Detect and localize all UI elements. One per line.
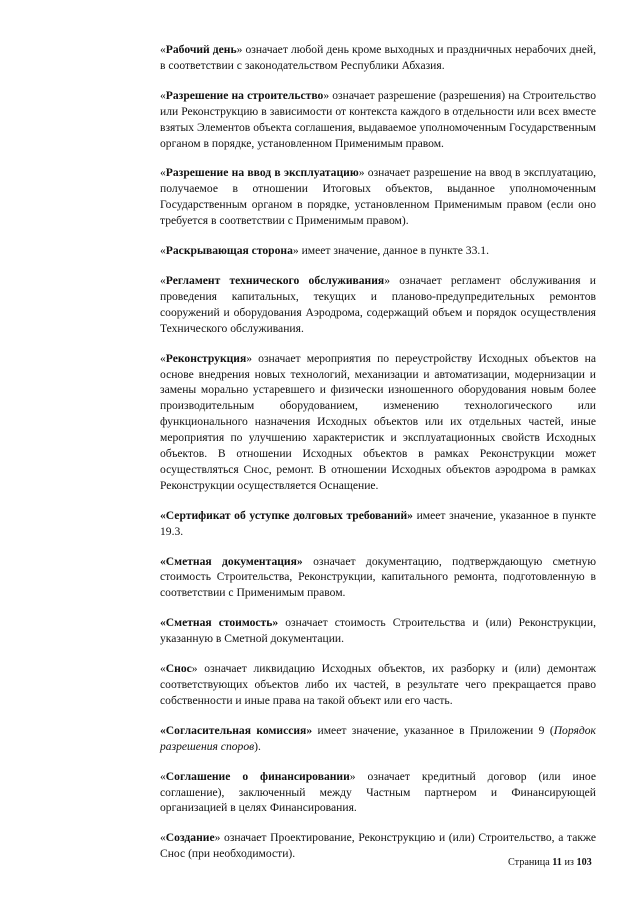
definition-body: означает регламент обслуживания и проведения капитальных, текущих и планово-предупредительных ремонтов сооружений и оборудования Аэродрома, содержащий объем и порядок осуществления Технического обслуживания. bbox=[160, 273, 596, 335]
definition-paragraph bbox=[160, 508, 596, 540]
page-footer bbox=[508, 857, 592, 869]
definition-open-quote: « bbox=[160, 43, 166, 56]
definition-open-quote: « bbox=[160, 831, 166, 845]
definition-close-quote: » bbox=[306, 723, 313, 737]
definition-term: Сертификат об уступке долговых требований bbox=[165, 508, 408, 522]
definition-term: Согласительная комиссия bbox=[165, 723, 307, 737]
definition-body: имеет значение, данное в пункте 33.1. bbox=[298, 244, 489, 258]
definition-paragraph bbox=[160, 723, 596, 755]
definition-body: означает разрешение на ввод в эксплуатацию, получаемое в отношении Итоговых объектов, выданное уполномоченным Государственным органом в порядке, установленном Применимым правом (если оно требуется в соответствии с Применимым правом). bbox=[160, 166, 596, 228]
definition-open-quote: « bbox=[160, 351, 166, 365]
definition-close-quote: » bbox=[323, 88, 330, 102]
definition-open-quote: « bbox=[160, 769, 166, 783]
definition-tail: ). bbox=[254, 739, 261, 753]
definition-term: Регламент технического обслуживания bbox=[165, 273, 385, 287]
definition-reference: Порядок разрешения споров bbox=[160, 723, 596, 753]
definition-paragraph bbox=[160, 42, 596, 74]
page-total: 103 bbox=[576, 857, 592, 868]
definition-term: Реконструкция bbox=[165, 351, 247, 365]
definition-body: означает стоимость Строительства и (или) Реконструкции, указанную в Сметной документации. bbox=[160, 616, 596, 646]
definition-body: имеет значение, указанное в Приложении 9 ( bbox=[312, 723, 554, 737]
definition-open-quote: « bbox=[160, 662, 166, 676]
definition-paragraph bbox=[160, 769, 596, 817]
definition-term: Рабочий день bbox=[165, 43, 237, 56]
definition-term: Снос bbox=[165, 662, 192, 676]
page-current: 11 bbox=[552, 857, 562, 868]
definition-close-quote: » bbox=[246, 351, 253, 365]
definition-open-quote: « bbox=[160, 244, 166, 258]
page-label: Страница bbox=[508, 857, 553, 868]
definition-paragraph bbox=[160, 243, 596, 259]
definition-body: означает документацию, подтверждающую сметную стоимость Строительства, Реконструкции, капитального ремонта, подготовленную в соответствии с Применимым правом. bbox=[160, 554, 596, 600]
definition-body: означает разрешение (разрешения) на Строительство или Реконструкцию в зависимости от контекста каждого в отдельности или всех вместе взятых Элементов объекта соглашения, выдаваемое уполномоченным Государственным органом в порядке, установленном Применимым правом. bbox=[160, 88, 596, 150]
definition-close-quote: » bbox=[236, 43, 243, 56]
definition-term: Разрешение на ввод в эксплуатацию bbox=[165, 166, 359, 180]
definition-open-quote: « bbox=[160, 723, 166, 737]
definition-close-quote: » bbox=[407, 508, 413, 522]
definition-term: Соглашение о финансировании bbox=[165, 769, 350, 783]
definition-body: означает Проектирование, Реконструкцию и (или) Строительство, а также Снос (при необходимости). bbox=[160, 831, 596, 861]
definition-close-quote: » bbox=[296, 554, 303, 568]
definition-body: означает мероприятия по переустройству Исходных объектов на основе внедрения новых технологий, механизации и автоматизации, модернизации и замены морально устаревшего и физически изношенного оборудования новым более производительным оборудованием, изменению технологического или функционального назначения Исходных объектов или их отдельных частей, иные мероприятия по улучшению характеристик и эксплуатационных свойств Исходных объектов. В отношении Исходных объектов в рамках Реконструкции может осуществляться Снос, ремонт. В отношении Исходных объектов аэродрома в рамках Реконструкции осуществляется Оснащение. bbox=[160, 351, 596, 492]
definition-term: Раскрывающая сторона bbox=[165, 244, 293, 258]
definition-close-quote: » bbox=[214, 831, 221, 845]
definition-open-quote: « bbox=[160, 88, 166, 102]
definition-close-quote: » bbox=[272, 616, 279, 630]
definition-open-quote: « bbox=[160, 616, 166, 630]
definition-paragraph bbox=[160, 273, 596, 337]
definition-body: означает кредитный договор (или иное соглашение), заключенный между Частным партнером и Финансирующей организацией в целях Финансирования. bbox=[160, 769, 597, 815]
page-separator: из bbox=[561, 857, 577, 868]
definition-open-quote: « bbox=[160, 166, 166, 180]
definition-term: Разрешение на строительство bbox=[165, 88, 324, 102]
definition-close-quote: » bbox=[349, 769, 356, 783]
definition-paragraph bbox=[160, 165, 596, 229]
definition-body: означает ликвидацию Исходных объектов, их разборку и (или) демонтаж соответствующих объектов либо их частей, в результате чего прекращается право собственности и иные права на такой объект или его часть. bbox=[160, 662, 596, 707]
definition-term: Создание bbox=[165, 831, 215, 845]
definition-term: Сметная документация bbox=[165, 554, 297, 568]
definition-open-quote: « bbox=[160, 554, 166, 568]
definition-close-quote: » bbox=[384, 273, 390, 287]
definition-paragraph bbox=[160, 661, 596, 709]
definition-body: имеет значение, указанное в пункте 19.3. bbox=[160, 508, 596, 538]
definition-close-quote: » bbox=[191, 662, 198, 676]
definition-paragraph bbox=[160, 615, 596, 647]
definitions-list bbox=[160, 42, 596, 876]
definition-paragraph bbox=[160, 554, 596, 602]
definition-open-quote: « bbox=[160, 508, 166, 522]
definition-term: Сметная стоимость bbox=[165, 616, 273, 630]
definition-close-quote: » bbox=[358, 166, 365, 180]
definition-close-quote: » bbox=[292, 244, 299, 258]
definition-paragraph bbox=[160, 351, 596, 494]
definition-body: означает любой день кроме выходных и праздничных нерабочих дней, в соответствии с законодательством Республики Абхазия. bbox=[160, 43, 596, 72]
definition-open-quote: « bbox=[160, 273, 166, 287]
definition-paragraph bbox=[160, 88, 596, 152]
